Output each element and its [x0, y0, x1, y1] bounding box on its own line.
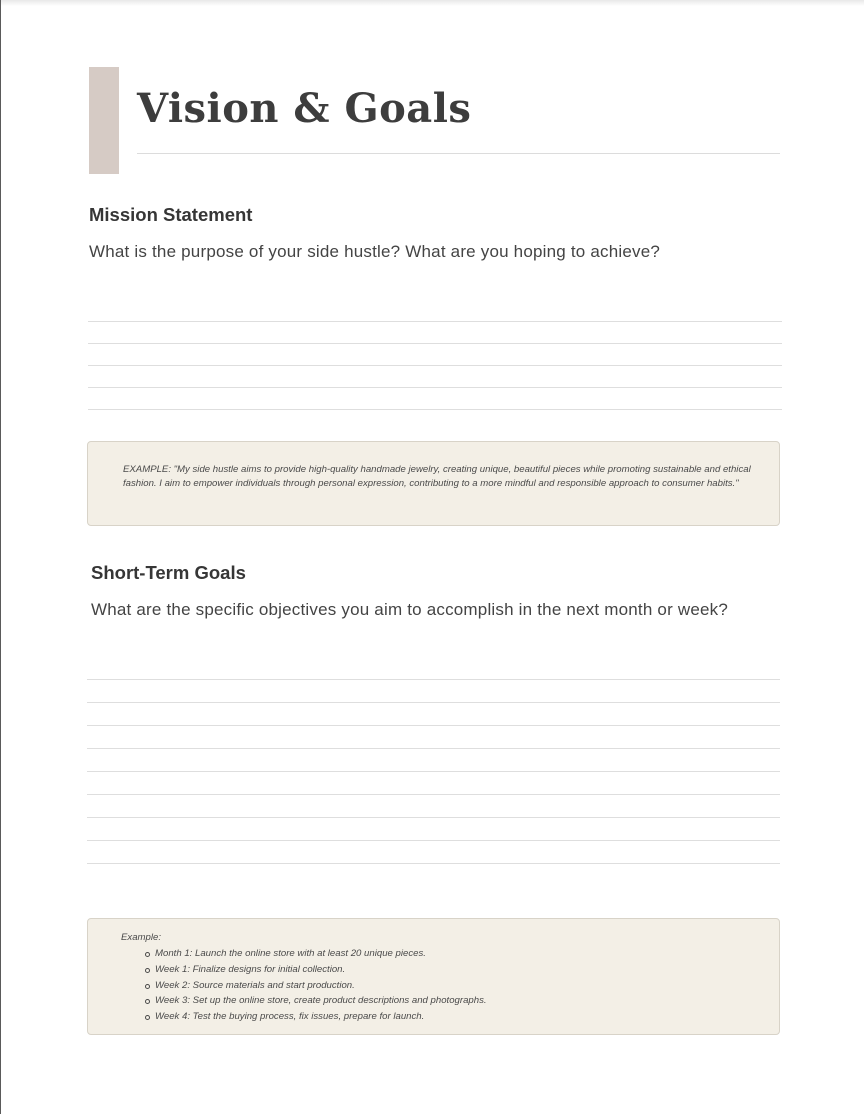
writing-line: [88, 387, 782, 388]
example-list: [143, 946, 487, 1025]
mission-example-text: EXAMPLE: "My side hustle aims to provide high-quality handmade jewelry, creating unique, beautiful pieces while promoting sustainable and ethical fashion. I aim to empower individuals through personal expression, contributing to a more mindful and responsible approach to consumer habits.": [123, 464, 751, 489]
short-term-heading: Short-Term Goals: [91, 562, 246, 583]
title-divider: [137, 153, 780, 154]
title-accent-bar: [89, 67, 119, 174]
writing-line: [88, 365, 782, 366]
writing-line: [87, 840, 780, 841]
bullet-icon: [145, 1015, 150, 1020]
writing-line: [87, 748, 780, 749]
mission-example-box: [87, 441, 780, 526]
writing-line: [87, 817, 780, 818]
mission-heading: Mission Statement: [89, 204, 253, 225]
writing-line: [87, 863, 780, 864]
writing-line: [87, 725, 780, 726]
short-term-example-box: [87, 918, 780, 1035]
list-item: Week 3: Set up the online store, create product descriptions and photographs.: [143, 993, 487, 1009]
list-item: Week 2: Source materials and start production.: [143, 978, 487, 994]
mission-prompt: What is the purpose of your side hustle? What are you hoping to achieve?: [89, 242, 661, 261]
writing-line: [88, 343, 782, 344]
short-term-writing-area[interactable]: [87, 679, 780, 886]
list-item: Week 1: Finalize designs for initial collection.: [143, 962, 487, 978]
writing-line: [87, 702, 780, 703]
page-edge: [0, 0, 1, 1114]
short-term-prompt: What are the specific objectives you aim to accomplish in the next month or week?: [91, 600, 728, 619]
bullet-icon: [145, 968, 150, 973]
bullet-icon: [145, 952, 150, 957]
page-title: Vision & Goals: [137, 85, 472, 132]
bullet-icon: [145, 984, 150, 989]
mission-writing-area[interactable]: [88, 321, 782, 431]
page-shadow: [0, 0, 864, 6]
writing-line: [87, 679, 780, 680]
writing-line: [87, 771, 780, 772]
bullet-icon: [145, 999, 150, 1004]
writing-line: [88, 409, 782, 410]
list-item: Month 1: Launch the online store with at least 20 unique pieces.: [143, 946, 487, 962]
writing-line: [87, 794, 780, 795]
example-label: Example:: [121, 932, 161, 943]
writing-line: [88, 321, 782, 322]
list-item: Week 4: Test the buying process, fix issues, prepare for launch.: [143, 1009, 487, 1025]
